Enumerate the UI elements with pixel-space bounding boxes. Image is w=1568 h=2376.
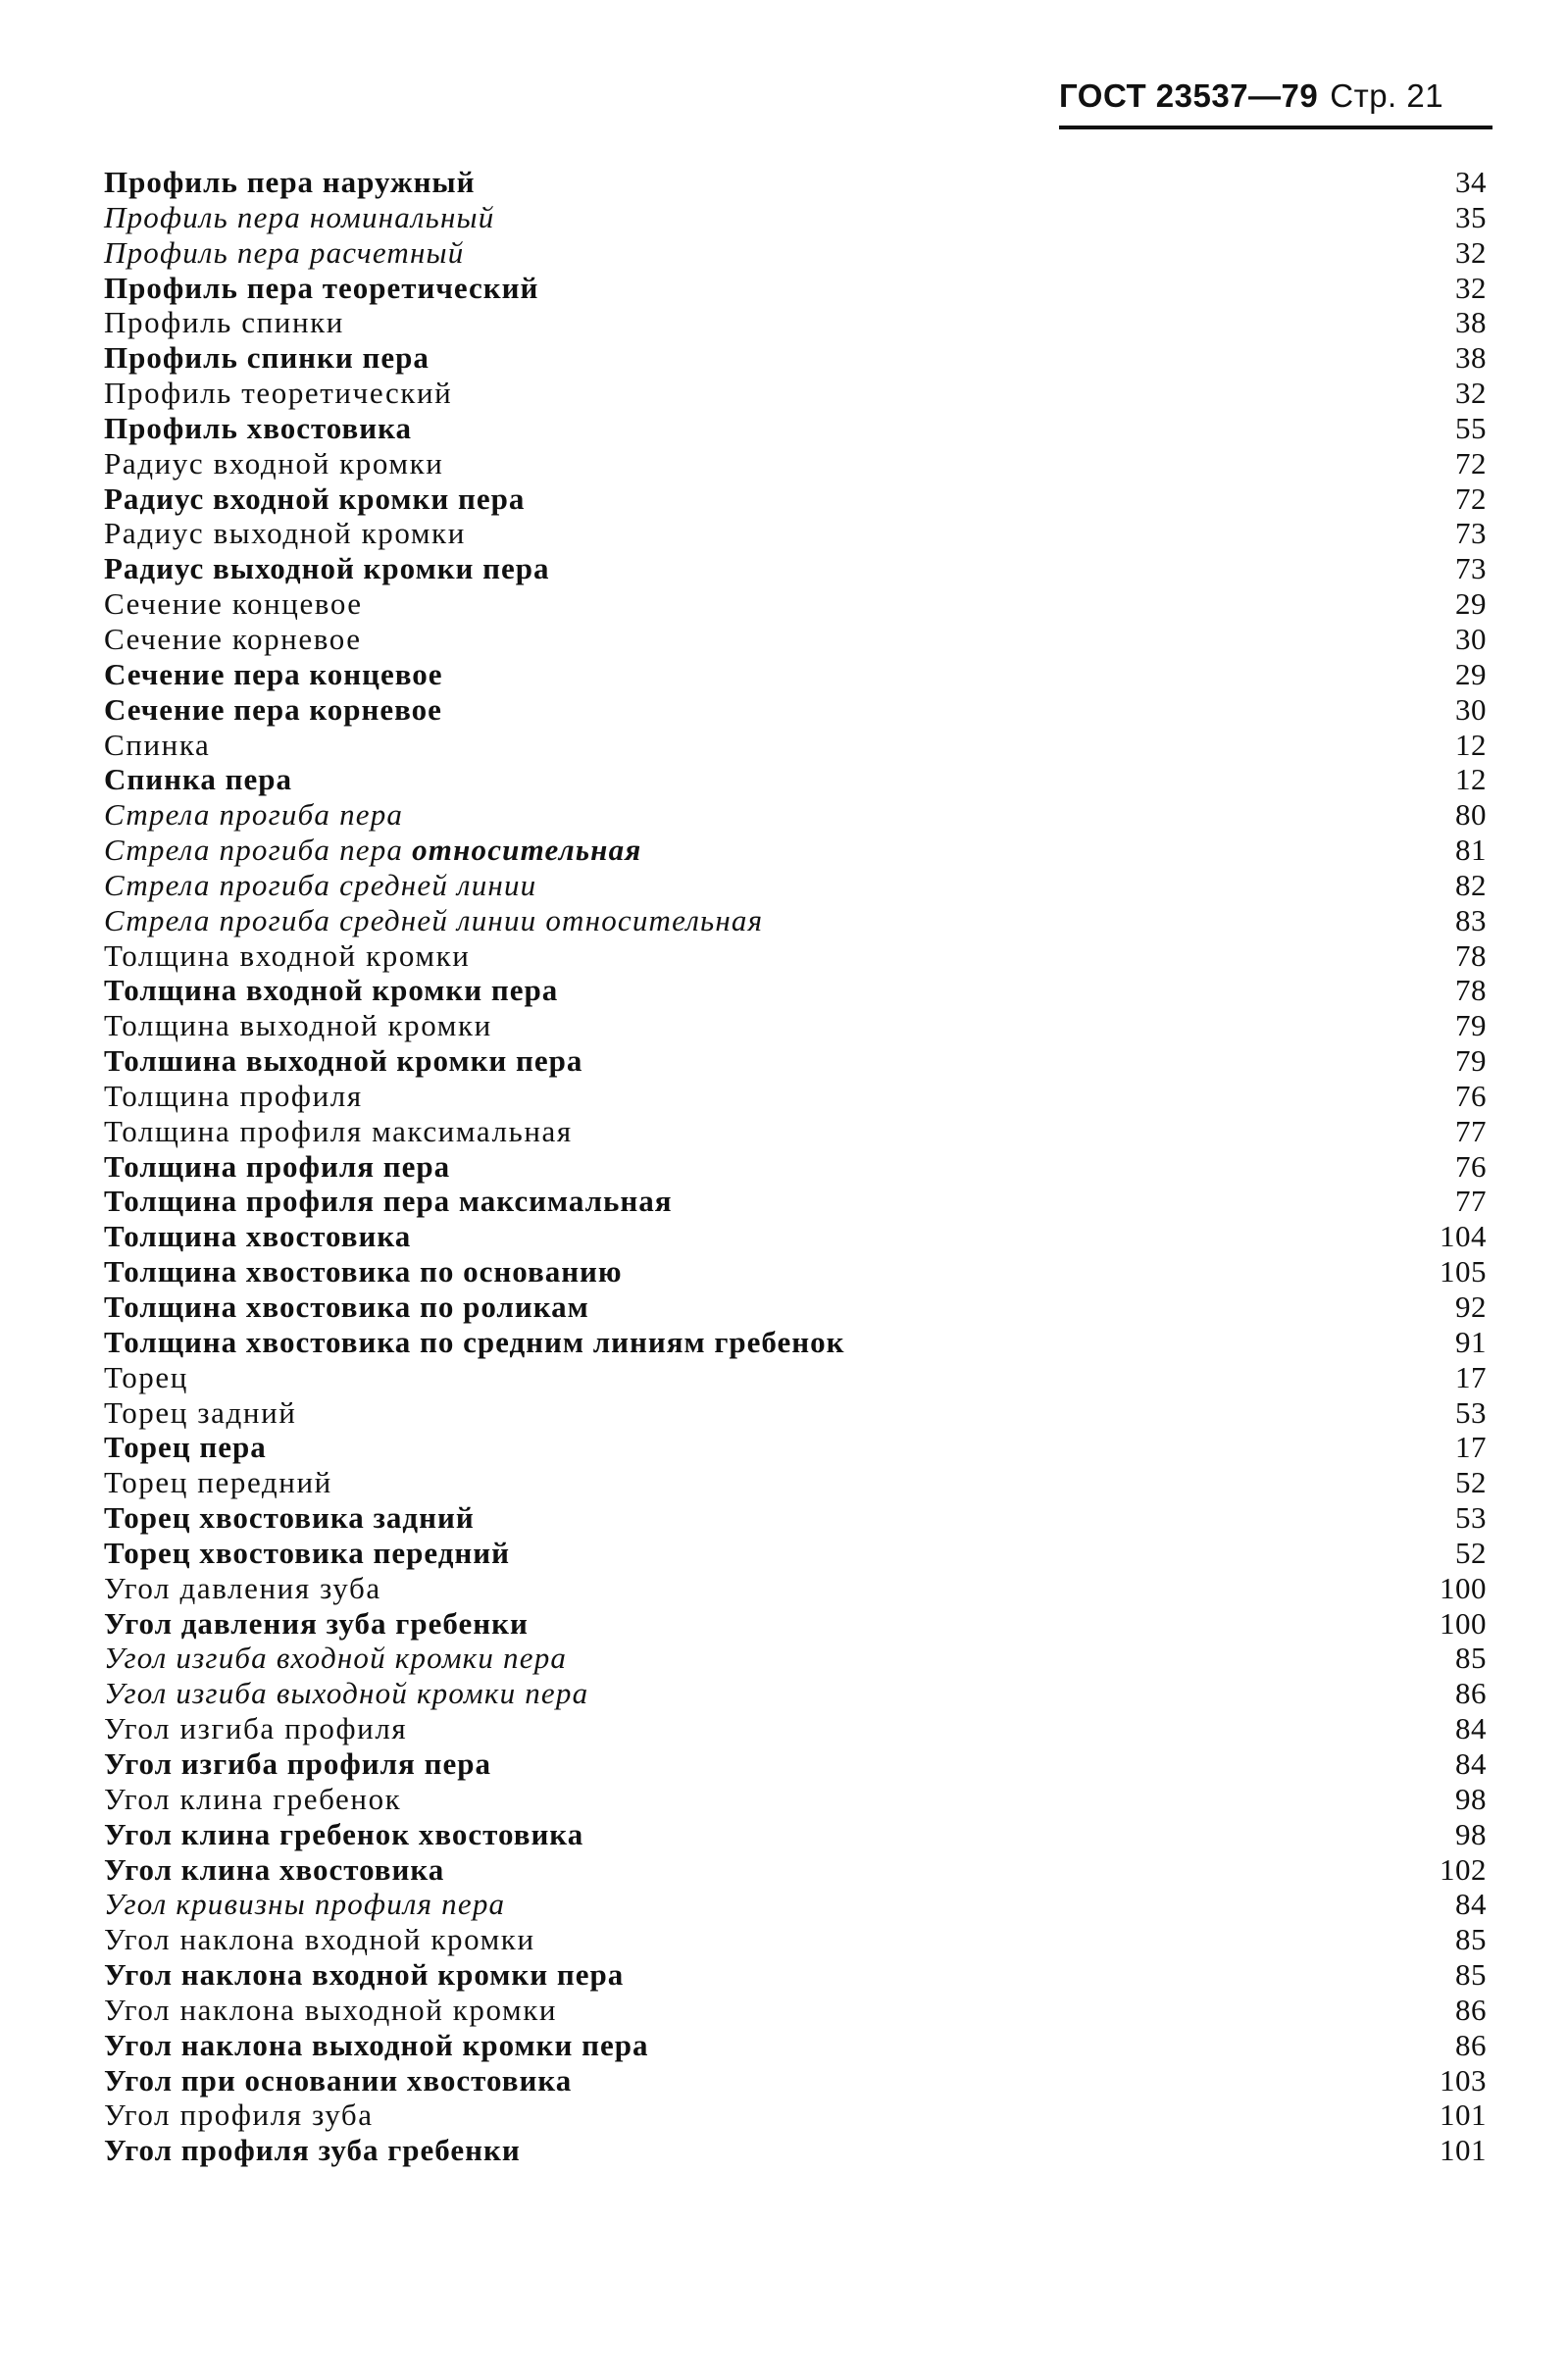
entry-page-number: 83 bbox=[1455, 902, 1487, 937]
entry-term bbox=[104, 1114, 573, 1149]
entry-term-text: Толщина хвостовика по основанию bbox=[104, 1254, 623, 1289]
entry-term bbox=[104, 481, 525, 517]
index-entry bbox=[104, 1887, 1487, 1922]
entry-term-text: Сечение пера концевое bbox=[104, 656, 443, 691]
entry-page-number: 29 bbox=[1455, 586, 1487, 622]
entry-term-text: Радиус выходной кромки пера bbox=[104, 551, 550, 586]
entry-page-number: 52 bbox=[1455, 1465, 1487, 1500]
index-entry bbox=[104, 1430, 1487, 1465]
index-entry bbox=[104, 235, 1487, 271]
entry-page-number: 73 bbox=[1455, 551, 1487, 586]
index-entry bbox=[104, 1254, 1487, 1289]
entry-term-text: Угол клина хвостовика bbox=[104, 1851, 445, 1887]
index-entry bbox=[104, 903, 1487, 938]
index-entry bbox=[104, 1325, 1487, 1360]
index-entry bbox=[104, 1817, 1487, 1852]
entry-term bbox=[104, 551, 550, 586]
index-entry bbox=[104, 728, 1487, 763]
entry-term-text: Радиус выходной кромки bbox=[104, 516, 466, 551]
entry-term bbox=[104, 2063, 572, 2098]
entry-term-text: Угол наклона входной кромки пера bbox=[104, 1957, 625, 1993]
entry-term bbox=[104, 903, 763, 938]
entry-term-text: Толщина хвостовика bbox=[104, 1219, 412, 1254]
entry-page-number: 85 bbox=[1455, 1641, 1487, 1676]
entry-page-number: 78 bbox=[1455, 937, 1487, 973]
entry-term bbox=[104, 762, 292, 797]
index-entry bbox=[104, 2028, 1487, 2063]
entry-term bbox=[104, 938, 470, 974]
entry-term bbox=[104, 1254, 623, 1289]
entry-term-text: Толщина хвостовика по роликам bbox=[104, 1289, 589, 1324]
entry-term bbox=[104, 235, 464, 271]
entry-term-emphasis: относительная bbox=[412, 833, 642, 868]
entry-term-text: Толщина входной кромки пера bbox=[104, 973, 559, 1008]
entry-page-number: 32 bbox=[1455, 270, 1487, 305]
page-label: Стр. 21 bbox=[1330, 77, 1444, 114]
header-rule bbox=[1059, 126, 1492, 129]
index-entry bbox=[104, 1184, 1487, 1219]
entry-term-text: Толщина профиля максимальная bbox=[104, 1113, 573, 1148]
entry-term bbox=[104, 973, 558, 1008]
entry-term bbox=[104, 1782, 401, 1817]
entry-page-number: 105 bbox=[1440, 1254, 1487, 1289]
index-entry bbox=[104, 762, 1487, 797]
entry-term bbox=[104, 1360, 188, 1395]
entry-term bbox=[104, 1079, 363, 1114]
entry-page-number: 104 bbox=[1440, 1219, 1487, 1254]
entry-page-number: 85 bbox=[1455, 1957, 1487, 1993]
entry-page-number: 34 bbox=[1455, 165, 1487, 199]
entry-term bbox=[104, 1008, 492, 1043]
index-entry bbox=[104, 1571, 1487, 1606]
entry-term-text: Угол профиля зуба гребенки bbox=[104, 2133, 521, 2168]
entry-term bbox=[104, 692, 442, 728]
index-entry bbox=[104, 1079, 1487, 1114]
entry-term-text: Толщина выходной кромки bbox=[104, 1008, 492, 1043]
entry-term bbox=[104, 165, 476, 200]
index-entry bbox=[104, 446, 1487, 481]
term-index-list bbox=[104, 165, 1487, 2168]
entry-page-number: 100 bbox=[1440, 1570, 1487, 1605]
entry-page-number: 101 bbox=[1440, 2098, 1487, 2133]
entry-term-text: Торец пера bbox=[104, 1430, 267, 1465]
index-entry bbox=[104, 340, 1487, 376]
index-entry bbox=[104, 586, 1487, 622]
index-entry bbox=[104, 1465, 1487, 1500]
entry-page-number: 100 bbox=[1440, 1605, 1487, 1641]
entry-term-text: Профиль теоретический bbox=[104, 376, 453, 411]
entry-term bbox=[104, 1571, 381, 1606]
index-entry bbox=[104, 622, 1487, 657]
index-entry bbox=[104, 165, 1487, 200]
entry-page-number: 98 bbox=[1455, 1816, 1487, 1851]
index-entry bbox=[104, 973, 1487, 1008]
entry-term-text: Стрела прогиба пера bbox=[104, 797, 404, 833]
index-entry bbox=[104, 305, 1487, 340]
entry-page-number: 79 bbox=[1455, 1043, 1487, 1079]
entry-page-number: 91 bbox=[1455, 1324, 1487, 1359]
entry-page-number: 86 bbox=[1455, 1676, 1487, 1711]
entry-term bbox=[104, 728, 210, 763]
entry-term bbox=[104, 1500, 475, 1536]
entry-page-number: 17 bbox=[1455, 1359, 1487, 1394]
entry-term bbox=[104, 1852, 444, 1888]
entry-term-text: Радиус входной кромки bbox=[104, 445, 444, 480]
entry-term bbox=[104, 1465, 332, 1500]
entry-term bbox=[104, 1922, 535, 1957]
index-entry bbox=[104, 1606, 1487, 1642]
index-entry bbox=[104, 481, 1487, 517]
entry-page-number: 102 bbox=[1440, 1851, 1487, 1887]
entry-page-number: 73 bbox=[1455, 516, 1487, 551]
index-entry bbox=[104, 797, 1487, 833]
entry-term bbox=[104, 1817, 583, 1852]
index-entry bbox=[104, 1114, 1487, 1149]
entry-page-number: 32 bbox=[1455, 376, 1487, 411]
index-entry bbox=[104, 1957, 1487, 1993]
entry-page-number: 82 bbox=[1455, 867, 1487, 902]
index-entry bbox=[104, 1852, 1487, 1888]
entry-term-text: Профиль пера наружный bbox=[104, 165, 476, 199]
entry-term-text: Толшина выходной кромки пера bbox=[104, 1043, 583, 1079]
entry-term bbox=[104, 1993, 557, 2028]
entry-term bbox=[104, 271, 538, 306]
entry-page-number: 84 bbox=[1455, 1745, 1487, 1781]
index-entry bbox=[104, 2133, 1487, 2168]
entry-term bbox=[104, 1043, 582, 1079]
entry-term-text: Стрела прогиба пера bbox=[104, 833, 404, 868]
index-entry bbox=[104, 1676, 1487, 1711]
entry-term-text: Профиль спинки bbox=[104, 305, 345, 340]
entry-term-text: Толщина профиля пера bbox=[104, 1148, 451, 1184]
entry-term-text: Спинка bbox=[104, 727, 211, 762]
entry-term-text: Угол при основании хвостовика bbox=[104, 2062, 573, 2098]
entry-term bbox=[104, 200, 494, 235]
index-entry bbox=[104, 657, 1487, 692]
entry-term-text: Угол клина гребенок bbox=[104, 1781, 402, 1816]
index-entry bbox=[104, 1043, 1487, 1079]
index-entry bbox=[104, 1219, 1487, 1254]
entry-term bbox=[104, 2028, 648, 2063]
entry-term-text: Угол давления зуба bbox=[104, 1570, 381, 1605]
entry-term bbox=[104, 1184, 673, 1219]
entry-term-text: Угол наклона выходной кромки bbox=[104, 1992, 558, 2027]
index-entry bbox=[104, 1395, 1487, 1431]
entry-term-text: Профиль пера теоретический bbox=[104, 270, 539, 305]
entry-term bbox=[104, 833, 641, 868]
entry-term bbox=[104, 1606, 529, 1642]
index-entry bbox=[104, 411, 1487, 446]
entry-page-number: 77 bbox=[1455, 1184, 1487, 1219]
entry-page-number: 35 bbox=[1455, 199, 1487, 234]
entry-page-number: 85 bbox=[1455, 1922, 1487, 1957]
entry-term-text: Угол наклона входной кромки bbox=[104, 1922, 535, 1957]
entry-term bbox=[104, 797, 403, 833]
entry-term bbox=[104, 340, 430, 376]
entry-term-text: Сечение корневое bbox=[104, 621, 362, 656]
entry-term-text: Угол изгиба профиля bbox=[104, 1711, 408, 1746]
entry-page-number: 79 bbox=[1455, 1008, 1487, 1043]
index-entry bbox=[104, 1289, 1487, 1325]
entry-term-text: Угол профиля зуба bbox=[104, 2098, 374, 2133]
entry-term-text: Толщина хвостовика по средним линиям гребенок bbox=[104, 1324, 845, 1359]
entry-page-number: 84 bbox=[1455, 1711, 1487, 1746]
entry-page-number: 38 bbox=[1455, 305, 1487, 340]
entry-term-text: Толщина профиля пера максимальная bbox=[104, 1184, 673, 1219]
entry-term-text: Профиль спинки пера bbox=[104, 340, 430, 376]
running-header bbox=[1059, 76, 1491, 131]
entry-term-text: Сечение пера корневое bbox=[104, 691, 442, 727]
entry-term-text: Угол давления зуба гребенки bbox=[104, 1605, 529, 1641]
index-entry bbox=[104, 1008, 1487, 1043]
entry-page-number: 76 bbox=[1455, 1148, 1487, 1184]
index-entry bbox=[104, 551, 1487, 586]
entry-page-number: 30 bbox=[1455, 621, 1487, 656]
entry-page-number: 103 bbox=[1440, 2062, 1487, 2098]
entry-term-text: Торец задний bbox=[104, 1394, 297, 1430]
entry-term bbox=[104, 586, 363, 622]
entry-term bbox=[104, 305, 344, 340]
entry-term-text: Торец хвостовика задний bbox=[104, 1500, 475, 1536]
entry-term bbox=[104, 2133, 521, 2168]
entry-term bbox=[104, 1957, 624, 1993]
entry-page-number: 12 bbox=[1455, 727, 1487, 762]
entry-page-number: 78 bbox=[1455, 973, 1487, 1008]
entry-term-text: Угол кривизны профиля пера bbox=[104, 1887, 506, 1922]
entry-term-text: Радиус входной кромки пера bbox=[104, 480, 526, 516]
entry-term-text: Угол наклона выходной кромки пера bbox=[104, 2027, 649, 2062]
index-entry bbox=[104, 376, 1487, 411]
entry-term-text: Профиль хвостовика bbox=[104, 410, 413, 445]
index-entry bbox=[104, 1993, 1487, 2028]
entry-page-number: 29 bbox=[1455, 656, 1487, 691]
entry-term bbox=[104, 411, 412, 446]
index-entry bbox=[104, 692, 1487, 728]
index-entry bbox=[104, 1360, 1487, 1395]
entry-term bbox=[104, 1746, 491, 1782]
entry-term bbox=[104, 1641, 567, 1676]
entry-page-number: 38 bbox=[1455, 340, 1487, 376]
index-entry bbox=[104, 1782, 1487, 1817]
entry-term-text: Торец передний bbox=[104, 1465, 332, 1500]
index-entry bbox=[104, 938, 1487, 974]
index-entry bbox=[104, 1711, 1487, 1746]
index-entry bbox=[104, 868, 1487, 903]
index-entry bbox=[104, 1149, 1487, 1185]
entry-term-text: Сечение концевое bbox=[104, 586, 363, 622]
entry-term bbox=[104, 1711, 407, 1746]
entry-term bbox=[104, 446, 443, 481]
entry-page-number: 84 bbox=[1455, 1887, 1487, 1922]
entry-page-number: 55 bbox=[1455, 410, 1487, 445]
entry-page-number: 101 bbox=[1440, 2133, 1487, 2168]
entry-page-number: 77 bbox=[1455, 1113, 1487, 1148]
standard-designation: ГОСТ 23537—79 bbox=[1059, 77, 1319, 114]
index-entry bbox=[104, 2063, 1487, 2098]
entry-term-text: Спинка пера bbox=[104, 762, 292, 797]
entry-term-text: Профиль пера номинальный bbox=[104, 199, 495, 234]
entry-page-number: 30 bbox=[1455, 691, 1487, 727]
index-entry bbox=[104, 833, 1487, 868]
entry-term-text: Стрела прогиба средней линии bbox=[104, 867, 537, 902]
entry-term bbox=[104, 1887, 505, 1922]
entry-term-text: Угол изгиба профиля пера bbox=[104, 1745, 491, 1781]
entry-term bbox=[104, 1289, 589, 1325]
entry-term bbox=[104, 622, 362, 657]
entry-term-text: Толщина входной кромки bbox=[104, 937, 471, 973]
entry-term bbox=[104, 516, 466, 551]
entry-term-text: Торец хвостовика передний bbox=[104, 1535, 510, 1570]
index-entry bbox=[104, 1746, 1487, 1782]
entry-term bbox=[104, 1149, 450, 1185]
entry-term-text: Толщина профиля bbox=[104, 1078, 363, 1113]
entry-page-number: 76 bbox=[1455, 1078, 1487, 1113]
entry-term-text: Стрела прогиба средней линии относительная bbox=[104, 902, 764, 937]
index-entry bbox=[104, 1500, 1487, 1536]
index-entry bbox=[104, 1922, 1487, 1957]
index-entry bbox=[104, 1641, 1487, 1676]
index-entry bbox=[104, 1536, 1487, 1571]
entry-term-text: Угол изгиба входной кромки пера bbox=[104, 1641, 568, 1676]
entry-term-text: Торец bbox=[104, 1359, 188, 1394]
entry-page-number: 17 bbox=[1455, 1430, 1487, 1465]
entry-term-text: Профиль пера расчетный bbox=[104, 234, 465, 270]
entry-term bbox=[104, 868, 536, 903]
entry-page-number: 86 bbox=[1455, 1992, 1487, 2027]
entry-term-text: Угол клина гребенок хвостовика bbox=[104, 1816, 584, 1851]
entry-page-number: 86 bbox=[1455, 2027, 1487, 2062]
index-entry bbox=[104, 271, 1487, 306]
entry-term bbox=[104, 1219, 411, 1254]
entry-term bbox=[104, 1430, 267, 1465]
entry-page-number: 12 bbox=[1455, 762, 1487, 797]
entry-page-number: 81 bbox=[1455, 833, 1487, 868]
entry-term bbox=[104, 376, 452, 411]
entry-page-number: 98 bbox=[1455, 1781, 1487, 1816]
entry-term bbox=[104, 1395, 296, 1431]
entry-page-number: 53 bbox=[1455, 1500, 1487, 1536]
entry-page-number: 92 bbox=[1455, 1289, 1487, 1324]
entry-page-number: 80 bbox=[1455, 797, 1487, 833]
entry-term bbox=[104, 1325, 845, 1360]
entry-term bbox=[104, 1536, 510, 1571]
index-entry bbox=[104, 200, 1487, 235]
entry-term bbox=[104, 1676, 588, 1711]
entry-page-number: 32 bbox=[1455, 234, 1487, 270]
entry-page-number: 52 bbox=[1455, 1535, 1487, 1570]
entry-page-number: 72 bbox=[1455, 480, 1487, 516]
entry-term-text: Угол изгиба выходной кромки пера bbox=[104, 1676, 589, 1711]
index-entry bbox=[104, 516, 1487, 551]
entry-page-number: 53 bbox=[1455, 1394, 1487, 1430]
index-entry bbox=[104, 2098, 1487, 2133]
entry-term bbox=[104, 657, 443, 692]
entry-page-number: 72 bbox=[1455, 445, 1487, 480]
entry-term bbox=[104, 2098, 374, 2133]
